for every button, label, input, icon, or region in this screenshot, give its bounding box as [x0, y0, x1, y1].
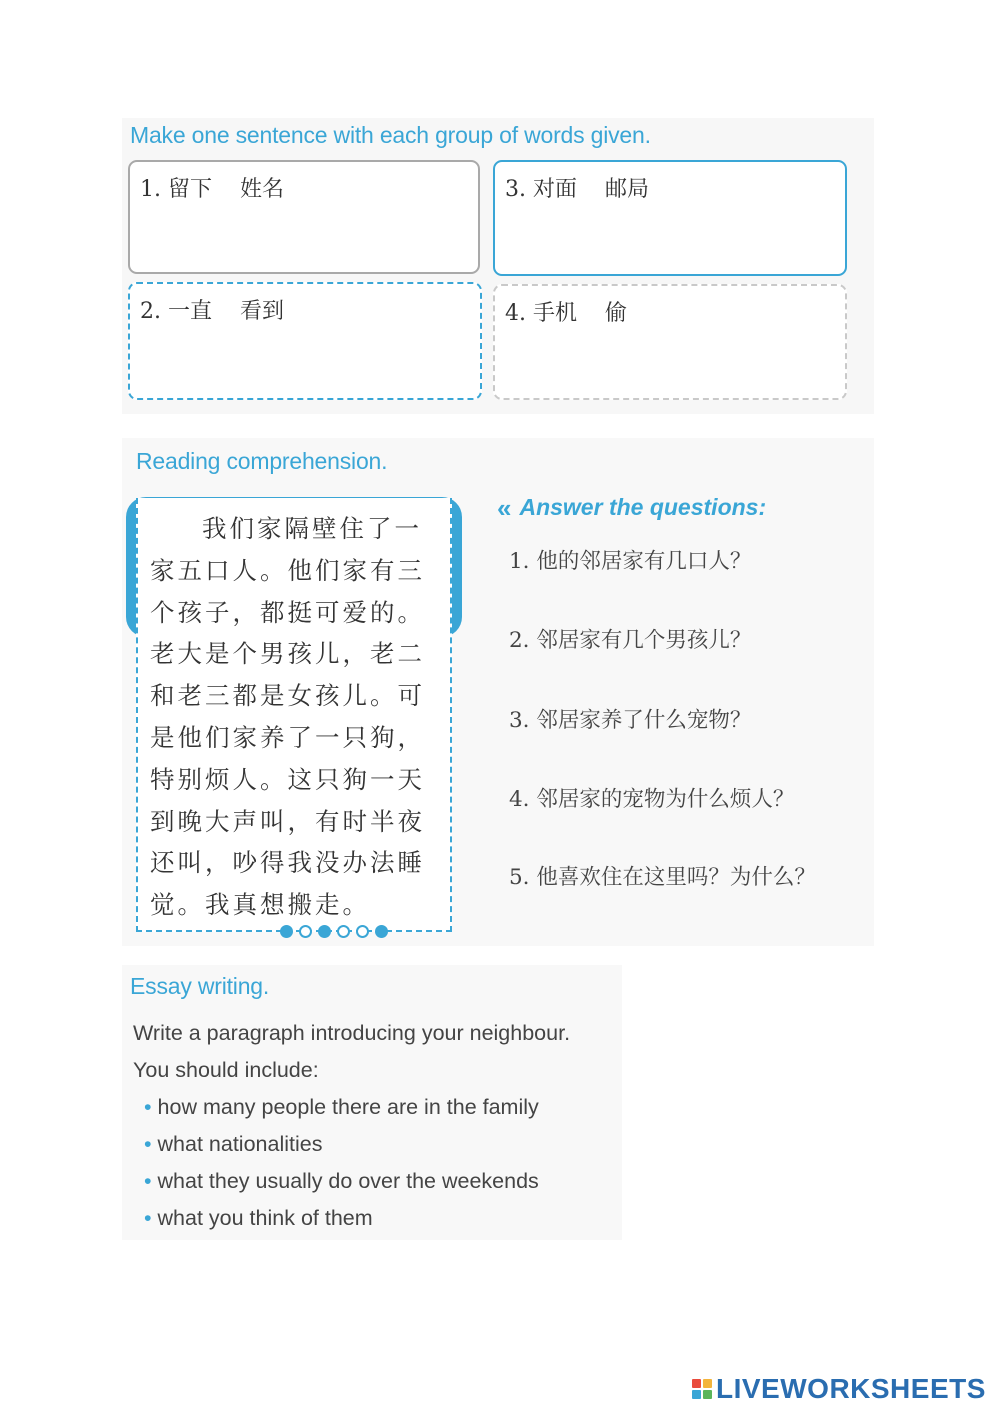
bullet-text: what nationalities — [157, 1132, 323, 1156]
bullet-text: what you think of them — [157, 1206, 373, 1230]
double-chevron-left-icon: « — [497, 492, 512, 523]
answer-questions-title: Answer the questions: — [519, 494, 767, 520]
question-2: 2. 邻居家有几个男孩儿？ — [509, 628, 752, 653]
bullet-text: what they usually do over the weekends — [157, 1169, 539, 1193]
word-group-label: 4. 手机 偷 — [505, 301, 627, 326]
essay-bullet — [144, 1169, 539, 1194]
dot-icon — [356, 925, 369, 938]
dot-icon — [299, 925, 312, 938]
question-1: 1. 他的邻居家有几口人？ — [509, 549, 752, 574]
logo-grid-icon — [692, 1379, 712, 1399]
sentence-box-2[interactable] — [128, 282, 482, 400]
section-title-essay: Essay writing. — [130, 973, 270, 999]
essay-bullet — [144, 1206, 373, 1231]
dot-decoration — [280, 925, 388, 938]
dot-icon — [375, 925, 388, 938]
section-title-reading: Reading comprehension. — [136, 448, 388, 474]
dot-icon — [337, 925, 350, 938]
logo-text: LIVEWORKSHEETS — [716, 1373, 986, 1404]
word-group-label: 2. 一直 看到 — [140, 299, 284, 324]
bullet-icon: • — [144, 1169, 152, 1193]
sentence-box-3[interactable] — [493, 160, 847, 276]
bullet-icon: • — [144, 1132, 152, 1156]
question-4: 4. 邻居家的宠物为什么烦人？ — [509, 787, 795, 812]
essay-bullet — [144, 1095, 539, 1120]
dot-icon — [318, 925, 331, 938]
bullet-text: how many people there are in the family — [157, 1095, 539, 1119]
answer-questions-heading — [497, 494, 766, 521]
sentence-box-4[interactable] — [493, 284, 847, 400]
bullet-icon: • — [144, 1095, 152, 1119]
word-group-label: 3. 对面 邮局 — [505, 177, 649, 202]
section-title-make-sentences: Make one sentence with each group of words given. — [130, 122, 651, 148]
bullet-icon: • — [144, 1206, 152, 1230]
essay-include-label: You should include: — [133, 1058, 319, 1082]
essay-bullet — [144, 1132, 322, 1157]
question-5: 5. 他喜欢住在这里吗？为什么？ — [509, 865, 816, 890]
dot-icon — [280, 925, 293, 938]
reading-passage: 我们家隔壁住了一家五口人。他们家有三个孩子，都挺可爱的。老大是个男孩儿，老二和老三都是女孩儿。可是他们家养了一只狗，特别烦人。这只狗一天到晚大声叫，有时半夜还叫，吵得我没办法睡觉。我真想搬走。 — [150, 514, 425, 920]
liveworksheets-logo[interactable] — [692, 1373, 986, 1405]
essay-instruction: Write a paragraph introducing your neighbour. — [133, 1021, 571, 1045]
sentence-box-1[interactable] — [128, 160, 480, 274]
word-group-label: 1. 留下 姓名 — [140, 177, 284, 202]
question-3: 3. 邻居家养了什么宠物？ — [509, 708, 752, 733]
